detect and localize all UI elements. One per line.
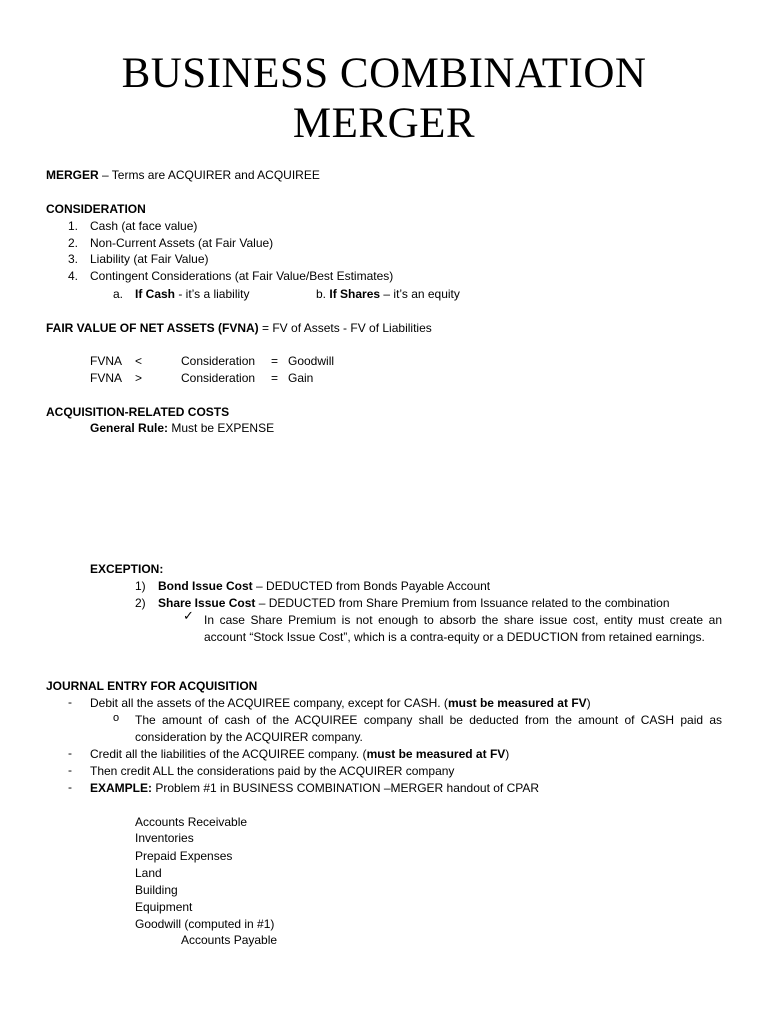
debit-account: Building (135, 883, 178, 897)
fvna-row-equals: = (271, 371, 279, 385)
contingent-sub-a-letter: a. (113, 287, 124, 301)
fvna-definition (46, 320, 432, 336)
consideration-item: Liability (at Fair Value) (90, 252, 209, 266)
circle-bullet-icon: o (113, 712, 120, 724)
fvna-row-left: FVNA (90, 371, 123, 385)
exception-item-label: Bond Issue Cost (158, 579, 253, 593)
consideration-item-number: 2. (68, 236, 79, 250)
fvna-row-operator: > (135, 371, 143, 385)
exception-item-number: 2) (135, 596, 146, 610)
debit-account: Equipment (135, 900, 193, 914)
debit-account: Inventories (135, 831, 194, 845)
debit-account: Goodwill (computed in #1) (135, 917, 275, 931)
dash-bullet-icon: - (68, 780, 72, 794)
fvna-row-middle: Consideration (181, 371, 256, 385)
merger-text: – Terms are ACQUIRER and ACQUIREE (98, 168, 320, 182)
debit-account: Prepaid Expenses (135, 849, 233, 863)
sub-a-text: - it’s a liability (175, 287, 250, 301)
fvna-row-result: Gain (288, 371, 314, 385)
document-title-line-1: BUSINESS COMBINATION (121, 50, 647, 97)
journal-cash-note: The amount of cash of the ACQUIREE company shall be deducted from the amount of CASH paid as consideration by the ACQUIRER company. (135, 713, 722, 744)
journal-item-end: ) (505, 747, 510, 761)
journal-entry-heading: JOURNAL ENTRY FOR ACQUISITION (46, 679, 258, 693)
journal-item-credit-liabilities (90, 746, 509, 762)
general-rule-label: General Rule: (90, 421, 169, 435)
contingent-sub-a (135, 286, 249, 302)
checkmark-icon: ✓ (183, 609, 194, 624)
journal-item-example (90, 780, 539, 796)
journal-item-text: Credit all the liabilities of the ACQUIREE company. ( (90, 747, 367, 761)
sub-b-letter: b. (316, 287, 327, 301)
exception-item-number: 1) (135, 579, 146, 593)
sub-a-label: If Cash (135, 287, 176, 301)
exception-item (158, 595, 670, 611)
dash-bullet-icon: - (68, 746, 72, 760)
fvna-row-operator: < (135, 354, 143, 368)
credit-account: Accounts Payable (181, 933, 278, 947)
journal-item-emphasis: must be measured at FV (366, 747, 506, 761)
example-label: EXAMPLE: (90, 781, 153, 795)
consideration-item-number: 4. (68, 269, 79, 283)
sub-b-text: – it’s an equity (380, 287, 460, 301)
fvna-row-middle: Consideration (181, 354, 256, 368)
exception-item-label: Share Issue Cost (158, 596, 256, 610)
merger-definition (46, 167, 320, 183)
sub-b-label: If Shares (329, 287, 381, 301)
consideration-item: Contingent Considerations (at Fair Value/Best Estimates) (90, 269, 394, 283)
exception-item-text: – DEDUCTED from Bonds Payable Account (252, 579, 491, 593)
document-title-line-2: MERGER (292, 100, 476, 147)
journal-item-emphasis: must be measured at FV (447, 696, 587, 710)
consideration-item: Cash (at face value) (90, 219, 198, 233)
exception-item-text: – DEDUCTED from Share Premium from Issuance related to the combination (255, 596, 670, 610)
journal-item-debit-assets (90, 695, 591, 711)
journal-item-text: Debit all the assets of the ACQUIREE company, except for CASH. ( (90, 696, 448, 710)
contingent-sub-b (316, 286, 460, 302)
journal-item-end: ) (586, 696, 591, 710)
fvna-row-left: FVNA (90, 354, 123, 368)
fvna-row-result: Goodwill (288, 354, 335, 368)
merger-label: MERGER (46, 168, 99, 182)
acquisition-costs-heading: ACQUISITION-RELATED COSTS (46, 405, 230, 419)
consideration-item: Non-Current Assets (at Fair Value) (90, 236, 274, 250)
debit-account: Land (135, 866, 162, 880)
example-text: Problem #1 in BUSINESS COMBINATION –MERGER handout of CPAR (152, 781, 540, 795)
debit-account: Accounts Receivable (135, 815, 248, 829)
general-rule (90, 420, 274, 436)
exception-item (158, 578, 490, 594)
consideration-item-number: 1. (68, 219, 79, 233)
consideration-heading: CONSIDERATION (46, 202, 146, 216)
exception-heading: EXCEPTION: (90, 562, 164, 576)
dash-bullet-icon: - (68, 695, 72, 709)
consideration-item-number: 3. (68, 252, 79, 266)
dash-bullet-icon: - (68, 763, 72, 777)
share-premium-note: In case Share Premium is not enough to absorb the share issue cost, entity must create an account “Stock Issue Cost”, which is a contra-equity or a DEDUCTION from retained earnings. (204, 613, 722, 644)
fvna-formula: = FV of Assets - FV of Liabilities (258, 321, 432, 335)
general-rule-text: Must be EXPENSE (168, 421, 275, 435)
fvna-row-equals: = (271, 354, 279, 368)
journal-item-credit-considerations: Then credit ALL the considerations paid by the ACQUIRER company (90, 764, 455, 778)
fvna-heading: FAIR VALUE OF NET ASSETS (FVNA) (46, 321, 259, 335)
